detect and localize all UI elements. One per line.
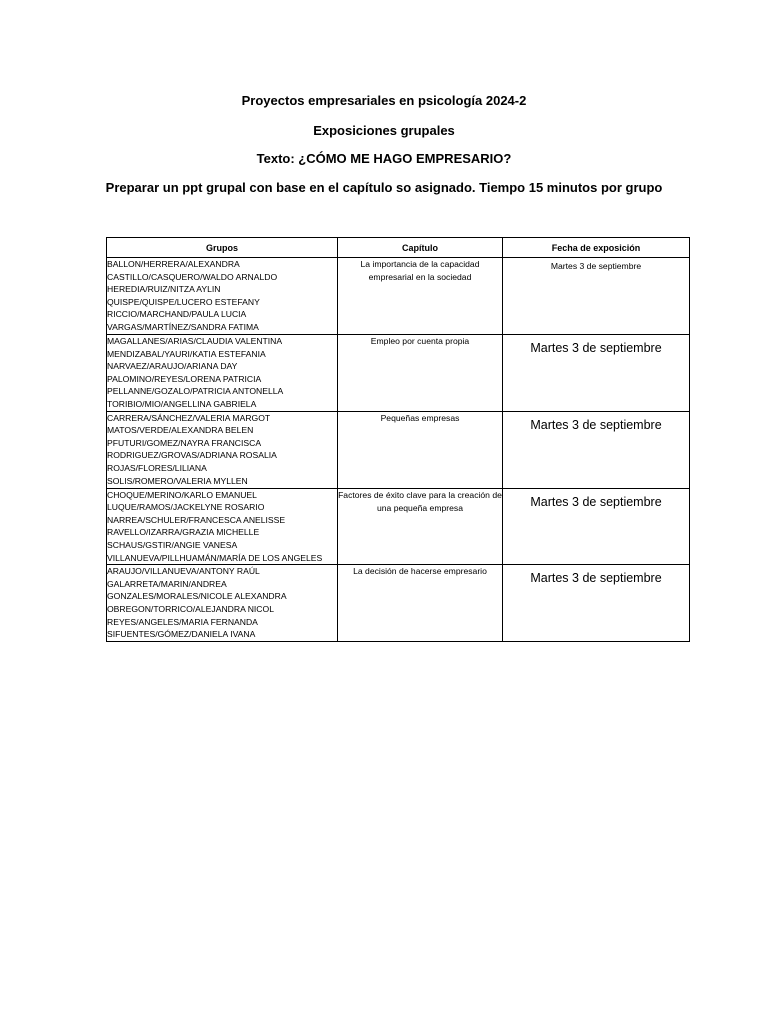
- instruction-text: Preparar un ppt grupal con base en el capítulo so asignado. Tiempo 15 minutos por grupo: [105, 180, 663, 195]
- member-name: ROJAS/FLORES/LILIANA: [107, 462, 207, 473]
- date-cell: Martes 3 de septiembre: [503, 335, 690, 412]
- group-members-cell: [107, 258, 338, 335]
- member-name: BALLON/HERRERA/ALEXANDRA: [107, 259, 240, 269]
- member-name: VILLANUEVA/PILLHUAMÁN/MARÍA DE LOS ANGELES: [107, 552, 323, 563]
- date-cell: Martes 3 de septiembre: [503, 565, 690, 642]
- member-name: PELLANNE/GOZALO/PATRICIA ANTONELLA: [107, 386, 284, 397]
- member-name: CASTILLO/CASQUERO/WALDO ARNALDO: [107, 271, 278, 282]
- text-title: Texto: ¿CÓMO ME HAGO EMPRESARIO?: [256, 151, 512, 166]
- group-members-cell: [107, 565, 338, 642]
- member-name: SIFUENTES/GÓMEZ/DANIELA IVANA: [107, 629, 256, 640]
- member-name: LUQUE/RAMOS/JACKELYNE ROSARIO: [107, 502, 265, 513]
- date-cell: Martes 3 de septiembre: [503, 411, 690, 488]
- member-name: MATOS/VERDE/ALEXANDRA BELEN: [107, 425, 254, 436]
- member-name: GONZALES/MORALES/NICOLE ALEXANDRA: [107, 591, 287, 602]
- chapter-cell: La decisión de hacerse empresario: [338, 565, 503, 642]
- member-name: OBREGON/TORRICO/ALEJANDRA NICOL: [107, 603, 274, 614]
- chapter-cell: Pequeñas empresas: [338, 411, 503, 488]
- member-name: NARREA/SCHULER/FRANCESCA ANELISSE: [107, 514, 286, 525]
- member-name: SOLIS/ROMERO/VALERIA MYLLEN: [107, 475, 248, 486]
- member-name: MENDIZABAL/YAURI/KATIA ESTEFANIA: [107, 348, 266, 359]
- member-name: VARGAS/MARTÍNEZ/SANDRA FATIMA: [107, 321, 259, 332]
- table-row: [107, 565, 690, 642]
- member-name: TORIBIO/MIO/ANGELLINA GABRIELA: [107, 398, 257, 409]
- group-members-cell: [107, 335, 338, 412]
- table-row: [107, 411, 690, 488]
- member-name: PFUTURI/GOMEZ/NAYRA FRANCISCA: [107, 437, 262, 448]
- document-title: Proyectos empresariales en psicología 2024-2: [241, 93, 527, 108]
- member-name: RICCIO/MARCHAND/PAULA LUCIA: [107, 309, 247, 320]
- member-name: CARRERA/SÁNCHEZ/VALERIA MARGOT: [107, 412, 271, 423]
- chapter-cell: La importancia de la capacidad empresarial en la sociedad: [338, 258, 503, 335]
- member-name: REYES/ANGELES/MARIA FERNANDA: [107, 616, 258, 627]
- chapter-cell: Empleo por cuenta propia: [338, 335, 503, 412]
- member-name: HEREDIA/RUIZ/NITZA AYLIN: [107, 284, 221, 295]
- group-members-cell: [107, 411, 338, 488]
- member-name: SCHAUS/GSTIR/ANGIE VANESA: [107, 539, 238, 550]
- member-name: CHOQUE/MERINO/KARLO EMANUEL: [107, 489, 257, 500]
- chapter-cell: Factores de éxito clave para la creación de una pequeña empresa: [338, 488, 503, 565]
- member-name: RAVELLO/IZARRA/GRAZIA MICHELLE: [107, 527, 260, 538]
- date-cell: Martes 3 de septiembre: [503, 258, 690, 335]
- group-members-cell: [107, 488, 338, 565]
- member-name: PALOMINO/REYES/LORENA PATRICIA: [107, 373, 262, 384]
- table-row: [107, 335, 690, 412]
- header-fecha: Fecha de exposición: [503, 238, 690, 258]
- groups-table: [106, 237, 690, 642]
- table-header-row: [107, 238, 690, 258]
- member-name: GALARRETA/MARIN/ANDREA: [107, 578, 227, 589]
- member-name: QUISPE/QUISPE/LUCERO ESTEFANY: [107, 296, 260, 307]
- header-grupos: Grupos: [107, 238, 338, 258]
- date-cell: Martes 3 de septiembre: [503, 488, 690, 565]
- document-subtitle: Exposiciones grupales: [313, 123, 455, 138]
- table-row: [107, 488, 690, 565]
- member-name: NARVAEZ/ARAUJO/ARIANA DAY: [107, 361, 238, 372]
- member-name: RODRIGUEZ/GROVAS/ADRIANA ROSALIA: [107, 450, 277, 461]
- member-name: ARAUJO/VILLANUEVA/ANTONY RAÚL: [107, 566, 260, 577]
- header-capitulo: Capítulo: [338, 238, 503, 258]
- member-name: MAGALLANES/ARIAS/CLAUDIA VALENTINA: [107, 336, 283, 346]
- table-row: [107, 258, 690, 335]
